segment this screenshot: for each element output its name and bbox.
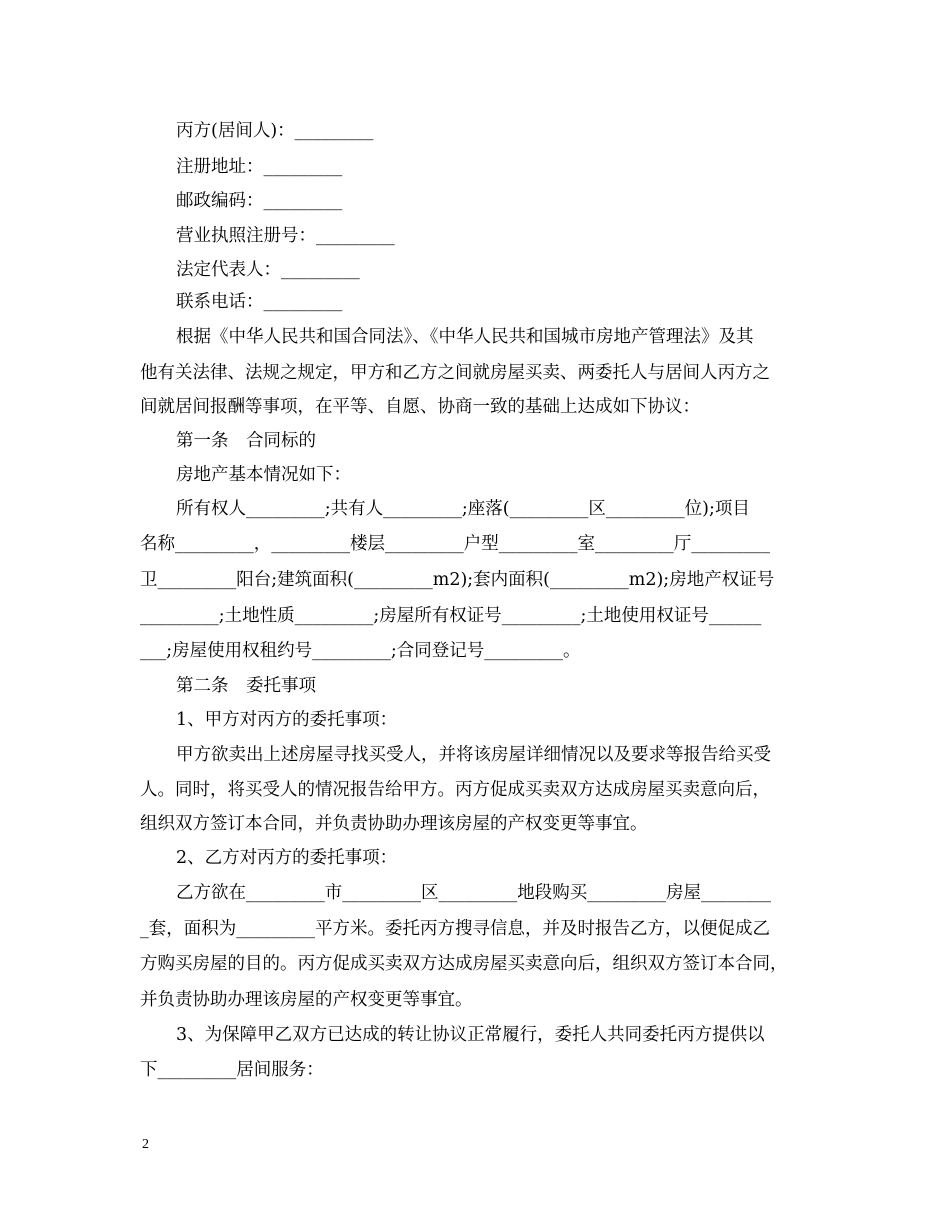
preamble-line-2: 他有关法律、法规之规定，甲方和乙方之间就房屋买卖、两委托人与居间人丙方之 (140, 363, 770, 383)
joint-commission-line-2: 下_________居间服务： (140, 1060, 324, 1080)
page-number: 2 (142, 1137, 149, 1152)
party-b-commission-line-1: 乙方欲在_________市_________区_________地段购买_________房屋________ (176, 883, 771, 903)
party-b-commission-heading: 2、乙方对丙方的委托事项： (176, 848, 398, 868)
property-info-line-3: 卫_________阳台;建筑面积(_________m2);套内面积(_________m2);房地产权证号 (140, 570, 775, 590)
property-info-line-5: ___;房屋使用权租约号_________;合同登记号_________。 (140, 641, 581, 661)
party-a-commission-heading: 1、甲方对丙方的委托事项： (176, 710, 398, 730)
property-info-line-1: 所有权人_________;共有人_________;座落(_________区_________位);项目 (176, 499, 750, 519)
party-c-name-line: 丙方(居间人)：_________ (176, 121, 374, 141)
property-info-line-4: _________;土地性质_________;房屋所有权证号_________;土地使用权证号______ (140, 606, 762, 626)
party-b-commission-line-2: _套，面积为_________平方米。委托丙方搜寻信息，并及时报告乙方，以便促成乙 (140, 919, 770, 939)
legal-representative-line: 法定代表人：_________ (176, 260, 360, 280)
party-a-commission-line-2: 人。同时，将买受人的情况报告给甲方。丙方促成买卖双方达成房屋买卖意向后， (140, 780, 770, 800)
property-info-intro: 房地产基本情况如下： (176, 465, 351, 485)
article-2-heading: 第二条 委托事项 (176, 676, 316, 696)
postal-code-line: 邮政编码：_________ (176, 191, 343, 211)
party-b-commission-line-4: 并负责协助办理该房屋的产权变更等事宜。 (140, 990, 473, 1010)
registered-address-line: 注册地址：_________ (176, 157, 343, 177)
joint-commission-line-1: 3、为保障甲乙双方已达成的转让协议正常履行，委托人共同委托丙方提供以 (176, 1025, 765, 1045)
preamble-line-3: 间就居间报酬等事项，在平等、自愿、协商一致的基础上达成如下协议： (140, 397, 700, 417)
party-a-commission-line-1: 甲方欲卖出上述房屋寻找买受人，并将该房屋详细情况以及要求等报告给买受 (176, 745, 771, 765)
article-1-heading: 第一条 合同标的 (176, 431, 316, 451)
business-license-line: 营业执照注册号：_________ (176, 226, 395, 246)
party-a-commission-line-3: 组织双方签订本合同，并负责协助办理该房屋的产权变更等事宜。 (140, 814, 648, 834)
party-b-commission-line-3: 方购买房屋的目的。丙方促成买卖双方达成房屋买卖意向后，组织双方签订本合同， (140, 954, 788, 974)
contact-phone-line: 联系电话：_________ (176, 292, 343, 312)
preamble-line-1: 根据《中华人民共和国合同法》、《中华人民共和国城市房地产管理法》及其 (176, 327, 754, 347)
property-info-line-2: 名称_________，_________楼层_________户型_________室_________厅_________ (140, 534, 770, 554)
